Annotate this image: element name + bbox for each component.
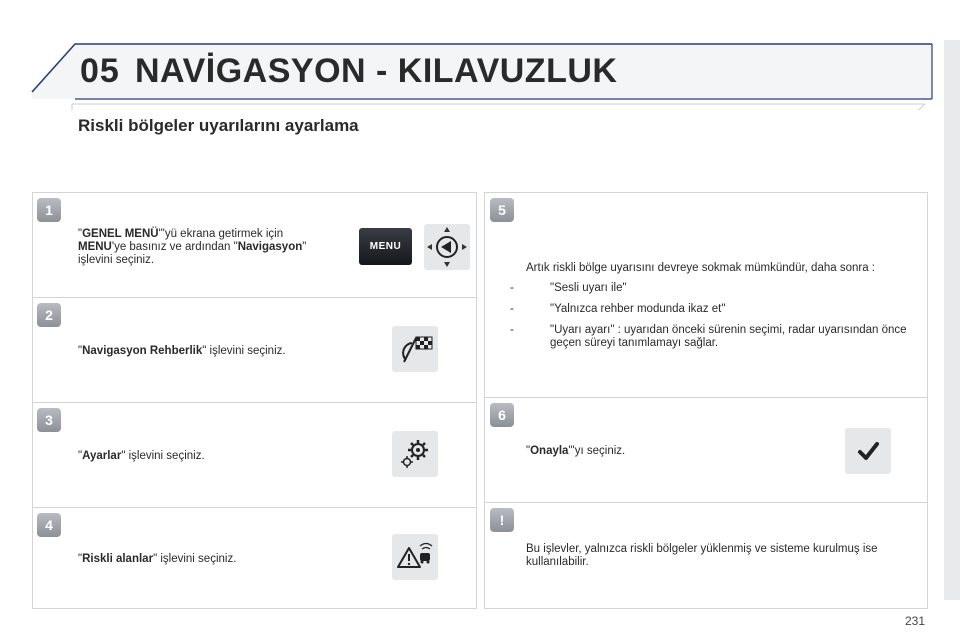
page-number: 231 <box>905 614 926 628</box>
step-1-text: "GENEL MENÜ"'yü ekrana getirmek için MENU'ye basınız ve ardından "Navigasyon" işlevini seçiniz. <box>78 228 307 266</box>
step-badge-4: 4 <box>37 513 61 537</box>
note-warning-icon: ! <box>490 508 514 532</box>
step-6-text: "Onayla"'yı seçiniz. <box>526 445 626 457</box>
checkmark-icon <box>845 428 891 474</box>
step-badge-1: 1 <box>37 198 61 222</box>
row-separator <box>32 402 477 403</box>
step-badge-3: 3 <box>37 408 61 432</box>
step-2-text: "Navigasyon Rehberlik" işlevini seçiniz. <box>78 345 286 357</box>
chapter-number: 05 <box>80 52 120 90</box>
page-edge-strip <box>944 40 960 600</box>
list-item: - "Yalnızca rehber modunda ikaz et" <box>510 303 726 315</box>
row-separator <box>32 507 477 508</box>
row-separator <box>484 397 928 398</box>
section-title: Riskli bölgeler uyarılarını ayarlama <box>78 116 359 135</box>
list-item: - "Sesli uyarı ile" <box>510 282 627 294</box>
step-5-options-list <box>510 282 930 358</box>
route-flag-icon <box>392 326 438 372</box>
step-5-intro: Artık riskli bölge uyarısını devreye sokmak mümkündür, daha sonra : <box>526 262 875 274</box>
navigation-dial-icon <box>424 224 470 270</box>
step-4-text: "Riskli alanlar" işlevini seçiniz. <box>78 553 237 565</box>
chapter-title: NAVİGASYON - KILAVUZLUK <box>135 52 618 90</box>
list-item: - "Uyarı ayarı" : uyarıdan önceki sürenin seçimi, radar uyarısından önce geçen süreyi tanımlamayı sağlar. <box>510 324 907 349</box>
step-badge-6: 6 <box>490 403 514 427</box>
gears-icon <box>392 431 438 477</box>
step-3-text: "Ayarlar" işlevini seçiniz. <box>78 450 205 462</box>
risk-zone-icon <box>392 534 438 580</box>
note-text: Bu işlevler, yalnızca riskli bölgeler yüklenmiş ve sisteme kurulmuş ise kullanılabilir. <box>526 543 878 568</box>
row-separator <box>484 502 928 503</box>
menu-button[interactable]: MENU <box>359 228 412 265</box>
step-badge-5: 5 <box>490 198 514 222</box>
row-separator <box>32 297 477 298</box>
step-badge-2: 2 <box>37 303 61 327</box>
